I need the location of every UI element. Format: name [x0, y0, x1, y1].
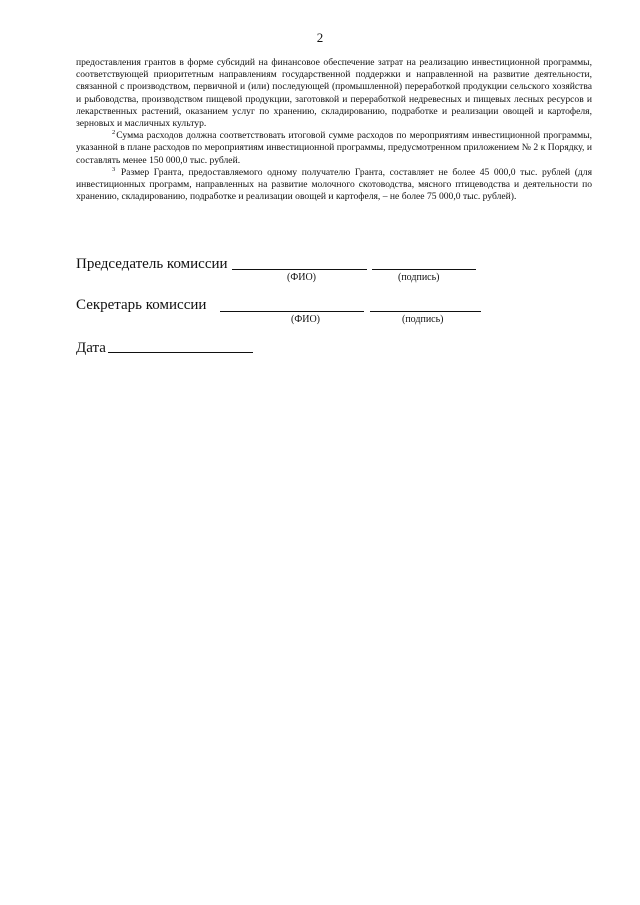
date-line — [108, 352, 253, 353]
secretary-label: Секретарь комиссии — [76, 297, 207, 313]
footnote-2-marker: 2 — [112, 129, 116, 137]
date-label: Дата — [76, 340, 106, 356]
chairman-signature-line — [372, 269, 476, 270]
footnote-3-marker: 3 — [112, 165, 116, 173]
footnotes-block — [76, 57, 592, 203]
chairman-fio-line — [232, 269, 367, 270]
chairman-fio-caption: (ФИО) — [287, 272, 317, 283]
footnote-2-text: Сумма расходов должна соответствовать итоговой сумме расходов по мероприятиям инвестиционной программы, указанной в плане расходов по мероприятиям инвестиционной программы, предусмотренном приложением № 2 к Порядку, и составлять менее 150 000,0 тыс. рублей. — [76, 130, 592, 166]
chairman-signature-caption: (подпись) — [398, 272, 440, 283]
footnote-continuation: предоставления грантов в форме субсидий на финансовое обеспечение затрат на реализацию инвестиционной программы, соответствующей приоритетным направлениям государственной поддержки и направленной на развитие деятельности, связанной с производством, первичной и (или) последующей (промышленной) переработкой продукции сельского хозяйства и рыбоводства, производством пищевой продукции, заготовкой и переработкой недревесных и пищевых лесных ресурсов и лекарственных растений, оказанием услуг по хранению, складированию, подработке и реализации овощей и картофеля, зерновых и масличных культур. — [76, 57, 592, 130]
footnote-3-text: Размер Гранта, предоставляемого одному получателю Гранта, составляет не более 45 000,0 тыс. рублей (для инвестиционных программ, направленных на развитие молочного скотоводства, мясного птицеводства и деятельности по хранению, складированию, подработке и реализации овощей и картофеля, – не более 75 000,0 тыс. рублей). — [76, 166, 592, 203]
footnote-3 — [76, 167, 592, 204]
page-number: 2 — [316, 30, 324, 45]
footnote-2 — [76, 130, 592, 167]
secretary-fio-line — [220, 311, 364, 312]
secretary-signature-caption: (подпись) — [402, 314, 444, 325]
secretary-signature-line — [370, 311, 481, 312]
chairman-label: Председатель комиссии — [76, 256, 228, 272]
secretary-fio-caption: (ФИО) — [291, 314, 321, 325]
